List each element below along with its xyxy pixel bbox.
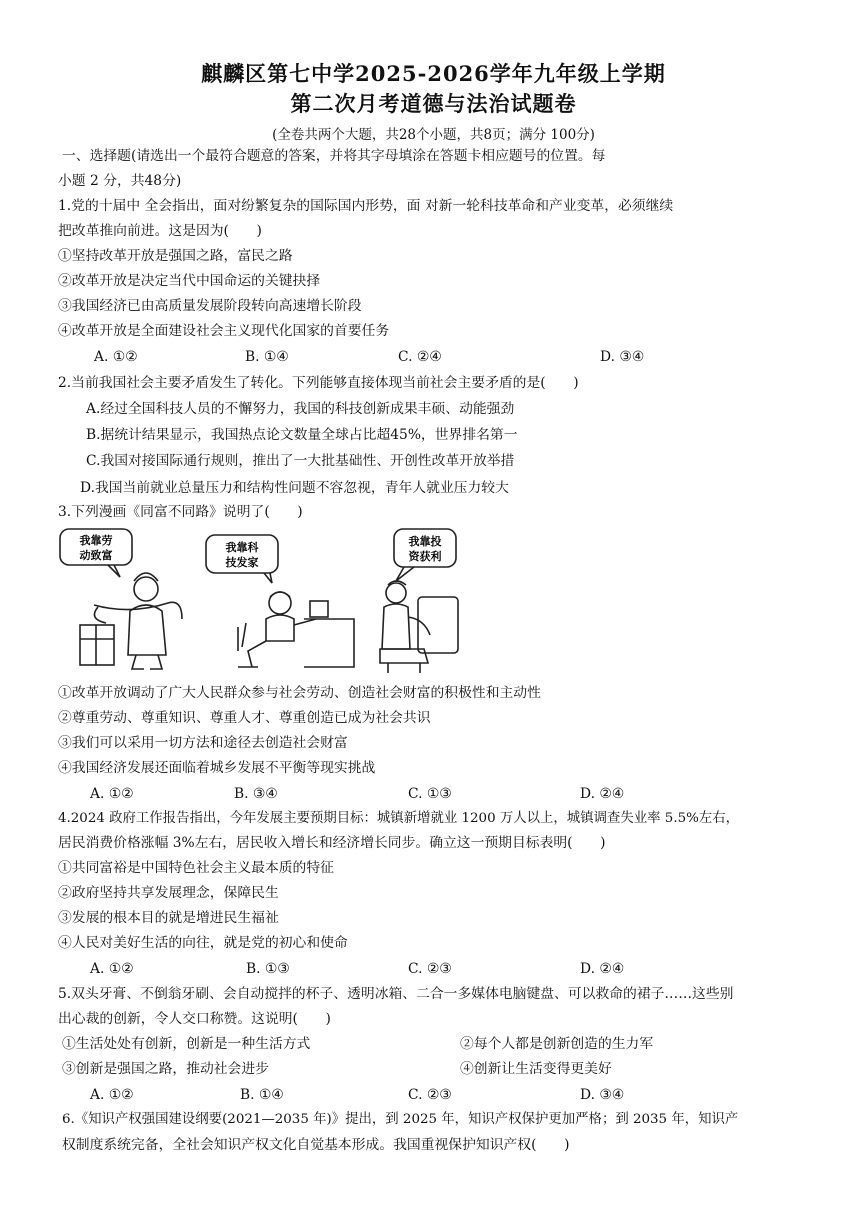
- q4-stem-line2: 居民消费价格涨幅 3%左右，居民收入增长和经济增长同步。确立这一预期目标表明( ): [58, 835, 606, 851]
- q3-option-d: D. ②④: [580, 786, 625, 802]
- q1-stem-line1: 1.党的十届中 全会指出，面对纷繁复杂的国际国内形势，面 对新一轮科技革命和产业变革，必须继续: [58, 198, 674, 214]
- q2-option-a: A.经过全国科技人员的不懈努力，我国的科技创新成果丰硕、动能强劲: [86, 401, 515, 417]
- q1-option-d: D. ③④: [600, 349, 645, 365]
- q2-option-c: C.我国对接国际通行规则，推出了一大批基础性、开创性改革开放举措: [86, 453, 515, 469]
- q4-stem-line1: 4.2024 政府工作报告指出，今年发展主要预期目标：城镇新增就业 1200 万人以上，城镇调查失业率 5.5%左右，: [58, 811, 739, 826]
- q2-stem: 2.当前我国社会主要矛盾发生了转化。下列能够直接体现当前社会主要矛盾的是( ): [58, 375, 579, 391]
- exam-title-subject: 第二次月考道德与法治试题卷: [290, 91, 577, 116]
- exam-title-school: 麒麟区第七中学2025-2026学年九年级上学期: [201, 61, 666, 86]
- q3-option-a: A. ①②: [90, 786, 134, 802]
- q4-option-d: D. ②④: [580, 961, 625, 977]
- q4-statement-1: ①共同富裕是中国特色社会主义最本质的特征: [58, 860, 334, 876]
- q3-statement-1: ①改革开放调动了广大人民群众参与社会劳动、创造社会财富的积极性和主动性: [58, 685, 541, 701]
- q1-option-a: A. ①②: [94, 349, 138, 365]
- bubble-3-line1: 我靠投: [408, 535, 442, 548]
- section-instruction-line1: 一、选择题(请选出一个最符合题意的答案，并将其字母填涂在答题卡相应题号的位置。每: [62, 148, 606, 164]
- bubble-3-line2: 资获利: [408, 550, 442, 563]
- q4-statement-4: ④人民对美好生活的向往，就是党的初心和使命: [58, 935, 348, 951]
- q4-option-a: A. ①②: [90, 961, 134, 977]
- q3-statement-4: ④我国经济发展还面临着城乡发展不平衡等现实挑战: [58, 760, 376, 776]
- q5-statement-2: ②每个人都是创新创造的生力军: [460, 1036, 654, 1052]
- q3-statement-3: ③我们可以采用一切方法和途径去创造社会财富: [58, 735, 348, 751]
- q5-option-a: A. ①②: [90, 1087, 134, 1103]
- q5-option-b: B. ①④: [240, 1087, 284, 1103]
- q4-statement-2: ②政府坚持共享发展理念，保障民生: [58, 885, 279, 901]
- bubble-1-line1: 我靠劳: [79, 534, 113, 547]
- q5-option-c: C. ②③: [408, 1087, 452, 1103]
- cartoon-tong-fu-bu-tong-lu: [58, 527, 478, 675]
- bubble-2-line2: 技发家: [225, 556, 259, 569]
- q3-option-b: B. ③④: [234, 786, 278, 802]
- cartoon-worker-figure: [60, 529, 182, 669]
- q5-stem-line1: 5.双头牙膏、不倒翁牙刷、会自动搅拌的杯子、透明冰箱、二合一多媒体电脑键盘、可以救命的裙子……这些别: [58, 986, 734, 1002]
- bubble-1-line2: 动致富: [79, 549, 113, 562]
- q6-stem-line1: 6.《知识产权强国建设纲要(2021—2035 年)》提出，到 2025 年，知识产权保护更加严格；到 2035 年，知识产: [62, 1112, 739, 1127]
- bubble-2-line1: 我靠科: [225, 541, 259, 554]
- q2-option-b: B.据统计结果显示，我国热点论文数量全球占比超45%，世界排名第一: [86, 427, 518, 443]
- q6-stem-line2: 权制度系统完备，全社会知识产权文化自觉基本形成。我国重视保护知识产权( ): [62, 1137, 570, 1153]
- q5-statement-4: ④创新让生活变得更美好: [460, 1061, 612, 1077]
- q4-statement-3: ③发展的根本目的就是增进民生福祉: [58, 910, 279, 926]
- q1-statement-1: ①坚持改革开放是强国之路，富民之路: [58, 248, 293, 264]
- q3-stem: 3.下列漫画《同富不同路》说明了( ): [58, 504, 303, 520]
- q5-option-d: D. ③④: [580, 1087, 625, 1103]
- q5-statement-1: ①生活处处有创新，创新是一种生活方式: [62, 1036, 311, 1052]
- q1-statement-4: ④改革开放是全面建设社会主义现代化国家的首要任务: [58, 323, 390, 339]
- q2-option-d: D.我国当前就业总量压力和结构性问题不容忽视，青年人就业压力较大: [80, 480, 509, 496]
- q1-statement-2: ②改革开放是决定当代中国命运的关键抉择: [58, 273, 321, 289]
- cartoon-scientist-figure: [206, 535, 354, 667]
- section-instruction-line2: 小题 2 分，共48分): [58, 173, 182, 189]
- q1-statement-3: ③我国经济已由高质量发展阶段转向高速增长阶段: [58, 298, 362, 314]
- q1-option-b: B. ①④: [245, 349, 289, 365]
- q3-statement-2: ②尊重劳动、尊重知识、尊重人才、尊重创造已成为社会共识: [58, 710, 431, 726]
- q1-stem-line2: 把改革推向前进。这是因为( ): [58, 223, 262, 239]
- q5-stem-line2: 出心裁的创新，令人交口称赞。这说明( ): [58, 1011, 331, 1027]
- exam-subtitle: (全卷共两个大题，共28个小题，共8页；满分 100分): [272, 127, 595, 143]
- q1-option-c: C. ②④: [398, 349, 442, 365]
- q5-statement-3: ③创新是强国之路，推动社会进步: [62, 1061, 269, 1077]
- q3-option-c: C. ①③: [408, 786, 452, 802]
- q4-option-b: B. ①③: [246, 961, 290, 977]
- q4-option-c: C. ②③: [408, 961, 452, 977]
